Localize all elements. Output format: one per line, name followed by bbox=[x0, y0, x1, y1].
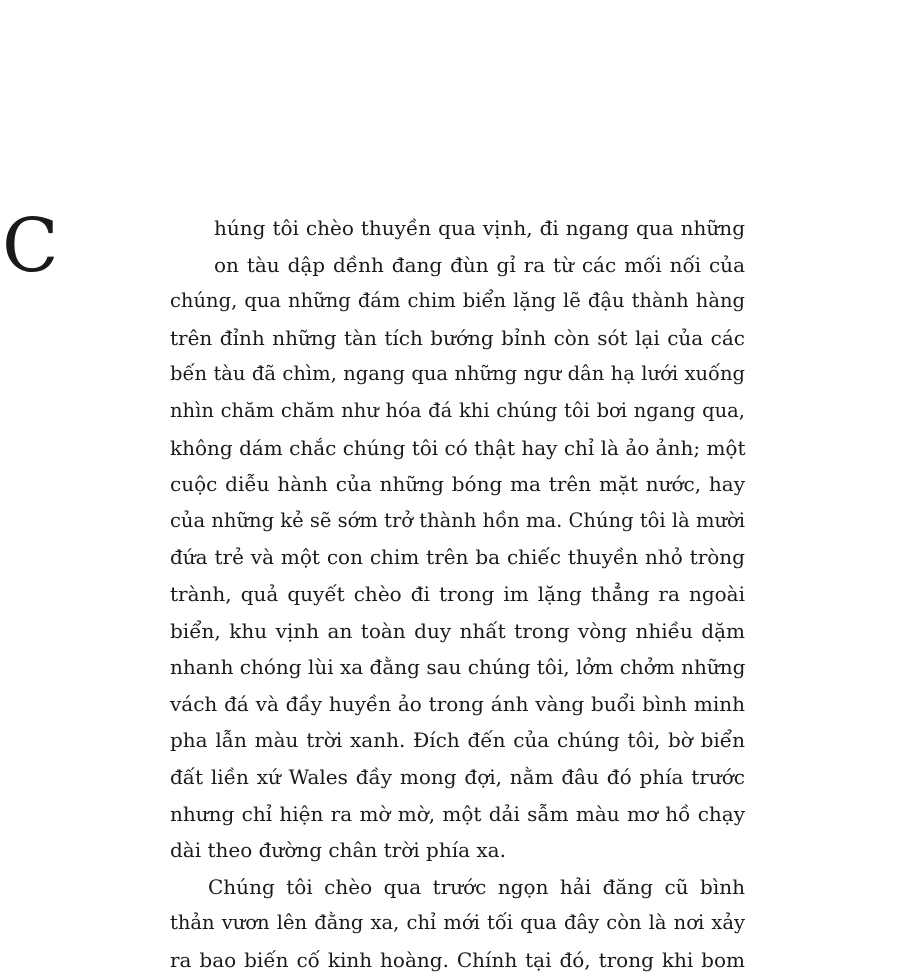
text-line: không dám chắc chúng tôi có thật hay chỉ là ảo ảnh; một bbox=[170, 435, 746, 460]
text-line: đất liền xứ Wales đầy mong đợi, nằm đâu đó phía trước bbox=[170, 764, 745, 789]
text-line: vách đá và đầy huyền ảo trong ánh vàng buổi bình minh bbox=[170, 691, 745, 716]
text-line: nhanh chóng lùi xa đằng sau chúng tôi, lởm chởm những bbox=[170, 655, 746, 680]
text-line: cuộc diễu hành của những bóng ma trên mặt nước, hay bbox=[170, 472, 745, 497]
text-line: trành, quả quyết chèo đi trong im lặng thẳng ra ngoài bbox=[170, 581, 745, 606]
text-line: biển, khu vịnh an toàn duy nhất trong vòng nhiều dặm bbox=[170, 618, 745, 643]
text-line: của những kẻ sẽ sớm trở thành hồn ma. Chúng tôi là mười bbox=[170, 508, 745, 532]
body-text bbox=[170, 210, 745, 978]
text-line: chúng, qua những đám chim biển lặng lẽ đậu thành hàng bbox=[170, 289, 745, 313]
text-line: Chúng tôi chèo qua trước ngọn hải đăng cũ bình bbox=[208, 874, 745, 899]
text-line: pha lẫn màu trời xanh. Đích đến của chúng tôi, bờ biển bbox=[170, 728, 745, 753]
text-line: đứa trẻ và một con chim trên ba chiếc thuyền nhỏ tròng bbox=[170, 545, 745, 570]
drop-cap-letter: C bbox=[2, 203, 59, 289]
text-line: nhưng chỉ hiện ra mờ mờ, một dải sẫm màu mơ hồ chạy bbox=[170, 801, 745, 826]
text-line: húng tôi chèo thuyền qua vịnh, đi ngang qua những bbox=[214, 216, 745, 240]
text-line: dài theo đường chân trời phía xa. bbox=[170, 838, 506, 863]
text-line: on tàu dập dềnh đang đùn gỉ ra từ các mối nối của bbox=[214, 252, 745, 277]
text-line: nhìn chăm chăm như hóa đá khi chúng tôi bơi ngang qua, bbox=[170, 398, 745, 422]
text-line: bến tàu đã chìm, ngang qua những ngư dân hạ lưới xuống bbox=[170, 362, 745, 386]
text-line: trên đỉnh những tàn tích bướng bỉnh còn sót lại của các bbox=[170, 325, 745, 350]
text-line: thản vươn lên đằng xa, chỉ mới tối qua đây còn là nơi xảy bbox=[170, 911, 745, 935]
text-line: ra bao biến cố kinh hoàng. Chính tại đó, trong khi bom bbox=[170, 947, 745, 972]
